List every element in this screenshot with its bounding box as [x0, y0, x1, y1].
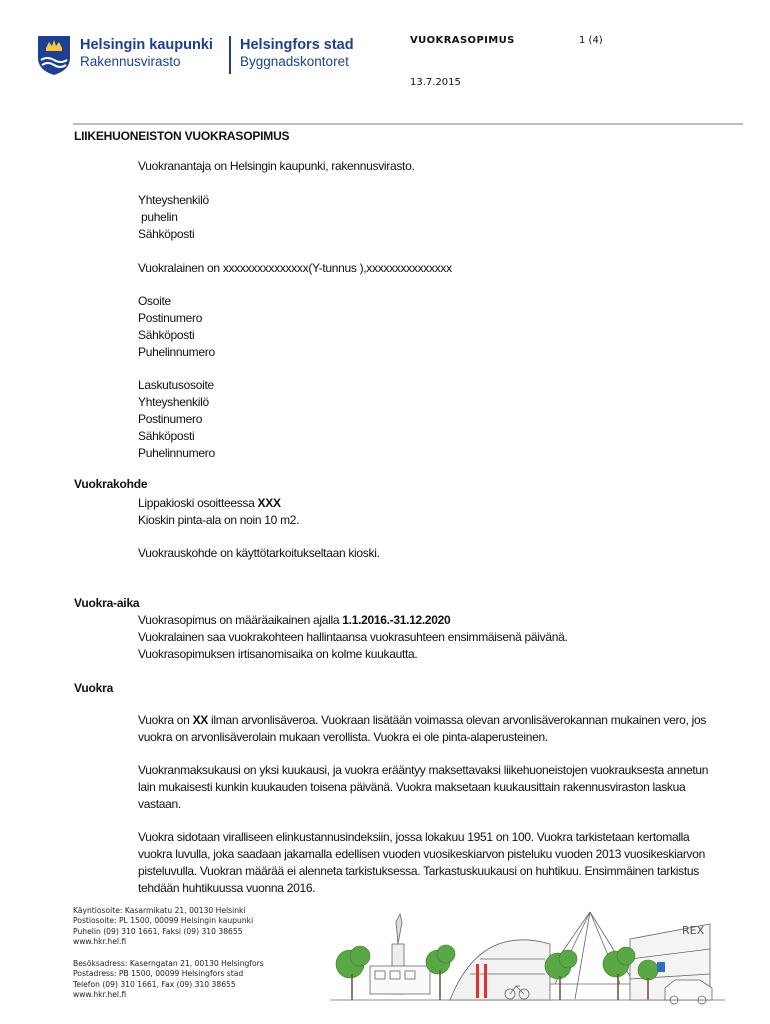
helsinki-crest-icon	[36, 34, 72, 76]
term-line-2: Vuokralainen saa vuokrakohteen hallintaansa vuokrasuhteen ensimmäisenä päivänä.	[138, 630, 568, 644]
section-heading-term: Vuokra-aika	[74, 596, 140, 610]
email-label: Sähköposti	[138, 227, 195, 241]
footer-address-sv: Besöksadress: Kaserngatan 21, 00130 Helsingfors Postadress: PB 1500, 00099 Helsingfors stad Telefon (09) 310 1661, Fax (09) 310 38655 www.hkr.hel.fi	[73, 959, 264, 1000]
document-type: VUOKRASOPIMUS	[410, 35, 515, 46]
tenant-line: Vuokralainen on xxxxxxxxxxxxxxx(Y-tunnus ),xxxxxxxxxxxxxxx	[138, 261, 452, 275]
address-label: Osoite	[138, 294, 171, 308]
billing-address-label: Laskutusosoite	[138, 378, 214, 392]
page-number: 1 (4)	[579, 35, 603, 46]
org-name-fi: Helsingin kaupunki	[80, 37, 213, 53]
department-name-sv: Byggnadskontoret	[240, 54, 349, 69]
rex-sign: REX	[682, 924, 705, 937]
org-name-sv: Helsingfors stad	[240, 37, 354, 53]
object-line-3: Vuokrauskohde on käyttötarkoitukseltaan kioski.	[138, 546, 380, 560]
phone-number-label-2: Puhelinnumero	[138, 446, 215, 460]
footer-website-link[interactable]: www.hkr.hel.fi	[73, 937, 127, 947]
department-name-fi: Rakennusvirasto	[80, 54, 181, 69]
rent-paragraph-1: Vuokra on XX ilman arvonlisäveroa. Vuokraan lisätään voimassa olevan arvonlisäverokannan mukainen vero, jos vuokra on arvonlisäverolain mukaan verollista. Vuokra ei ole pinta-alaperusteinen.	[138, 713, 710, 744]
object-line-2: Kioskin pinta-ala on noin 10 m2.	[138, 513, 300, 527]
contact-person-label-2: Yhteyshenkilö	[138, 395, 209, 409]
landlord-line: Vuokranantaja on Helsingin kaupunki, rakennusvirasto.	[138, 159, 415, 173]
postal-code-label-2: Postinumero	[138, 412, 203, 426]
section-heading-rent: Vuokra	[74, 681, 114, 695]
rent-paragraph-2: Vuokranmaksukausi on yksi kuukausi, ja vuokra erääntyy maksettavaksi liikehuoneistojen vuokrauksesta annetun lain mukaisesti kunkin kuukauden toisena päivänä. Vuokra maksetaan kuukausittain rakennusviraston laskua vastaan.	[138, 763, 709, 811]
logo-divider	[229, 36, 231, 74]
city-illustration	[330, 904, 725, 1010]
contact-person-label: Yhteyshenkilö	[138, 193, 209, 207]
rent-paragraph-3: Vuokra sidotaan viralliseen elinkustannusindeksiin, jossa lokakuu 1951 on 100. Vuokra tarkistetaan kertomalla vuokra luvulla, joka saadaan jakamalla edellisen vuoden vuosikeskiarvon pisteluku vuoden 2013 vuosikeskiarvon pisteluvulla. Vuokran määrää ei alenneta tarkistuksessa. Tarkastuskuukausi on huhtikuu. Ensimmäinen tarkistus tehdään huhtikuussa vuonna 2016.	[138, 830, 705, 895]
phone-number-label: Puhelinnumero	[138, 345, 215, 359]
footer-website-link-sv[interactable]: www.hkr.hel.fi	[73, 990, 127, 1000]
term-line-3: Vuokrasopimuksen irtisanomisaika on kolme kuukautta.	[138, 647, 418, 661]
document-title: LIIKEHUONEISTON VUOKRASOPIMUS	[74, 129, 290, 143]
phone-label: puhelin	[138, 210, 178, 224]
header-divider	[73, 123, 743, 125]
email-label-2: Sähköposti	[138, 328, 195, 342]
footer-address-fi: Käyntiosoite: Kasarmikatu 21, 00130 Helsinki Postiosoite: PL 1500, 00099 Helsingin kaupunki Puhelin (09) 310 1661, Faksi (09) 310 38655 www.hkr.hel.fi	[73, 906, 254, 947]
postal-code-label: Postinumero	[138, 311, 203, 325]
object-line-1: Lippakioski osoitteessa XXX	[138, 496, 281, 510]
document-date: 13.7.2015	[410, 77, 461, 88]
term-line-1: Vuokrasopimus on määräaikainen ajalla 1.1.2016.-31.12.2020	[138, 613, 451, 627]
email-label-3: Sähköposti	[138, 429, 195, 443]
section-heading-object: Vuokrakohde	[74, 477, 148, 491]
